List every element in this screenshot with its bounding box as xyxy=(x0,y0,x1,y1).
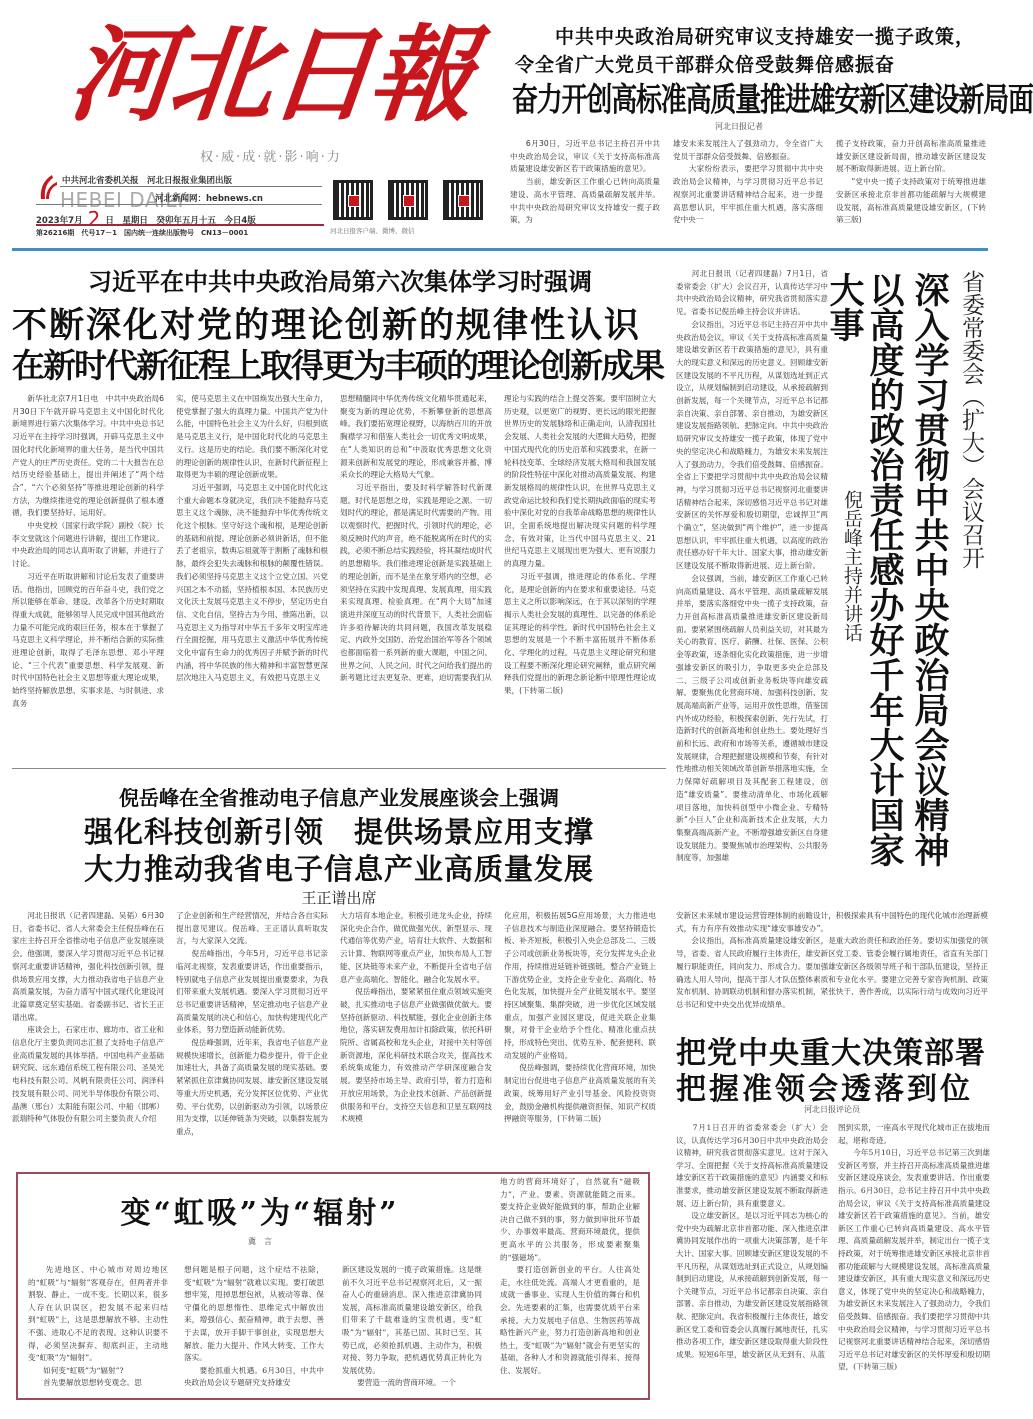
top-story-column-2: 雄安未来发展注入了强劲动力，令全省广大党员干部群众倍受鼓舞、倍感振奋。 大家纷纷表示，要把学习贯彻中共中央政治局会议精神，与学习贯彻习近平总书记视察河北重要讲话精神结合起来，进一步提高思想认识，牢牢抓住重大机遇，落实落细党中央一 xyxy=(673,139,823,225)
qr-code-app-icon[interactable] xyxy=(333,180,373,220)
lead-story-column-3: 思想精髓同中华优秀传统文化精华贯通起来，聚变为新的理论优势，不断攀登新的思想高峰。我们要拓宽理论视野，以海纳百川的开放胸襟学习和借鉴人类社会一切优秀文明成果，在“人类知识的总和”中汲取优秀思想文化资源来创新和发展党的理论，形成兼容并蓄、博采众长的理论大格局大气象。 习近平指出，要及时科学解答时代新课题。时代是思想之母，实践是理论之源。一切划时代的理论，都是满足时代需要的产物。用以观察时代、把握时代、引领时代的理论，必须反映时代的声音，绝不能脱离所在时代的实践，必须不断总结实践经验，将其凝结成时代的思想精华。我们推进理论创新是实践基础上的理论创新，而不是坐在象牙塔内的空想，必须坚持在实践中发现真理、发展真理，用实践来实现真理、检验真理。在“两个大局”加速演进并深度互动的时代背景下，人类社会面临许多亟待解决的共同问题，我国改革发展稳定、内政外交国防、治党治国治军等各个领域也都面临着一系列新的重大课题，中国之问、世界之问、人民之问、时代之问给我们提出的新考题比过去更复杂、更难，迫切需要我们从 xyxy=(340,394,492,683)
top-story-byline: 河北日报记者 xyxy=(715,122,763,131)
editorial-column-3: 新区建设发展的一揽子政策措施。这是继前不久习近平总书记视察河北后，又一振奋人心的重磅消息。深入推进京津冀协同发展，高标准高质量建设雄安新区，给我们带来了千载难逢的宝贵机遇。变“虹吸”为“辐射”，其基已固、其时已至、其势已成，必须抢抓机遇、主动作为，积极对接、努力争取，把机遇优势真正转化为发展优势。 要营造一流的营商环境。一个 xyxy=(342,1265,482,1388)
qr-code-weibo-icon[interactable] xyxy=(388,180,428,220)
top-story-headline[interactable]: 奋力开创高标准高质量推进雄安新区建设新局面 xyxy=(512,81,1033,119)
top-story-kicker-2: 令全省广大党员干部群众倍受鼓舞倍感振奋 xyxy=(515,54,896,76)
top-story-column-1: 6月30日，习近平总书记主持召开中共中央政治局会议，审议《关于支持高标准高质量建设雄安新区若干政策措施的意见》。 当前，雄安新区工作重心已转向高质量建设、高水平管理、高质量疏解发展并举。中共中央政治局研究审议支持雄安一揽子政策，为 xyxy=(510,139,660,225)
publisher-line: 中共河北省委机关报 河北日报报业集团出版 xyxy=(62,176,233,186)
issue-line: 第26216期 代号17－1 国内统一连续出版物号 CN13－0001 xyxy=(36,229,249,237)
editorial-column-2: 想问题是根子问题，这个症结不祛除，变“虹吸”为“辐射”就难以实现。要打破思想牢笼，甩掉思想包袱，从被动等靠、保守僵化的思想惰性、思维定式中解放出来，增强信心、振奋精神，敢于去想、善于去谋，放开手脚干事创业，实现思想大解放、能力大提升、作风大转变、工作大落实。 要抢抓重大机遇。6月30日，中共中央政治局会议专题研究支持雄安 xyxy=(184,1265,324,1388)
commentary-headline-2[interactable]: 把握准领会透落到位 xyxy=(676,1072,973,1107)
second-story-subhead: 王正谱出席 xyxy=(301,889,377,907)
lead-story-kicker: 习近平在中共中央政治局第六次集体学习时强调 xyxy=(88,267,592,296)
english-name: HEBEI DAILY xyxy=(60,188,188,212)
commentary-column-2: 图到实景，一座高水平现代化城市正在拔地而起，堪称奇迹。 今年5月10日，习近平总书记第三次到雄安新区考察，并主持召开高标准高质量推进雄安新区建设座谈会，发表重要讲话、作出重要指示。6月30日，总书记主持召开中共中央政治局会议，审议《关于支持高标准高质量建设雄安新区若干政策措施的意见》。当前，雄安新区工作重心已转向高质量建设、高水平管理、高质量疏解发展并举，制定出台一揽子支持政策，对于统筹推进雄安新区承接北京非首都功能疏解与大规模建设发展，高标准高质量建设雄安新区，具有重大现实意义和深远历史意义，体现了党中央的坚定决心和战略魄力，为雄安新区未来发展注入了强劲动力，令我们倍受鼓舞、倍感振奋。我们要把学习贯彻中共中央政治局会议精神，与学习贯彻习近平总书记视察河北重要讲话精神结合起来，深切感悟习近平总书记对雄安新区的关怀厚爱和殷切期望，(下转第三版) xyxy=(838,1123,990,1372)
second-story-kicker: 倪岳峰在全省推动电子信息产业发展座谈会上强调 xyxy=(119,786,559,810)
lead-story-column-4: 理论与实践的结合上提交答案。要牢固树立大历史观，以更宽广的视野、更长远的眼光把握世界历史的发展脉络和正确走向，认清我国社会发展、人类社会发展的大逻辑大趋势，把握中国式现代化的历史沿革和实践要求，在新一轮科技变革、全球经济发展大格局和我国发展的阶段性特征中深化对推动高质量发展、构建新发展格局的规律性认识，在世界马克思主义政党命运比较和我们党长期执政面临的现实考验中深化对党的自我革命战略思想的规律性认识，全面系统地提出解决现实问题的科学理念、有效对策，让当代中国马克思主义、21世纪马克思主义展现出更为强大、更有说服力的真理力量。 习近平强调，推进理论的体系化、学理化，是理论创新的内在要求和重要途径。马克思主义之所以影响深远，在于其以深刻的学理揭示人类社会发展的真理性、以完备的体系论证其理论的科学性。新时代中国特色社会主义思想的发展是一个不断丰富拓展并不断体系化、学理化的过程。马克思主义理论研究和建设工程要不断深化理论研究阐释，重点研究阐释我们党提出的新理念新论断中原理性理论成果，(下转第二版) xyxy=(504,394,656,696)
lead-story-column-2: 实，使马克思主义在中国焕发出强大生命力，使党掌握了强大的真理力量。中国共产党为什么能，中国特色社会主义为什么好，归根到底是马克思主义行，是中国化时代化的马克思主义行。这是历史的结论。我们要不断深化对党的理论创新的规律性认识，在新时代新征程上取得更为丰硕的理论创新成果。 习近平强调，马克思主义中国化时代化这个重大命题本身就决定，我们决不能抛弃马克思主义这个魂脉，决不能抛弃中华优秀传统文化这个根脉。坚守好这个魂和根，是理论创新的基础和前提。理论创新必须讲新话，但不能丢了老祖宗，数典忘祖就等于割断了魂脉和根脉，最终会犯失去魂脉和根脉的颠覆性错误。我们必须坚持马克思主义这个立党立国、兴党兴国之本不动摇，坚持植根本国、本民族历史文化沃土发展马克思主义不停步，坚定历史自信、文化自信，坚持古为今用、推陈出新，以马克思主义为指导对中华五千多年文明宝库进行全面挖掘，用马克思主义激活中华优秀传统文化中富有生命力的优秀因子并赋予新的时代内涵，将中华民族的伟大精神和丰富智慧更深层次地注入马克思主义，有效把马克思主义 xyxy=(176,394,328,683)
lead-story-column-1: 新华社北京7月1日电 中共中央政治局6月30日下午就开辟马克思主义中国化时代化新境界进行第六次集体学习。中共中央总书记习近平在主持学习时强调，开辟马克思主义中国化时代化新境界的重大任务，是当代中国共产党人的庄严历史责任。党的二十大报告在总结历史经验基础上，提出并阐述了“两个结合”、“六个必须坚持”等推进理论创新的科学方法，为继续推进党的理论创新提供了根本遵循，我们要坚持好、运用好。 中央党校（国家行政学院）副校（院）长李文堂就这个问题进行讲解，提出工作建议。中央政治局的同志认真听取了讲解，并进行了讨论。 习近平在听取讲解和讨论后发表了重要讲话。他指出，回顾党的百年奋斗史，我们党之所以能够在革命、建设、改革各个历史时期取得重大成就，能够领导人民完成中国其他政治力量不可能完成的艰巨任务，根本在于掌握了马克思主义科学理论，并不断结合新的实际推进理论创新，取得了毛泽东思想、邓小平理论、“三个代表”重要思想、科学发展观、新时代中国特色社会主义思想等重大理论成果，始终坚持解放思想、实事求是、与时俱进、求真务 xyxy=(12,394,164,708)
newspaper-logo: 河北日報 xyxy=(63,13,477,136)
editorial-headline[interactable]: 变“虹吸”为“辐射” xyxy=(120,1196,400,1231)
qr-code-wechat-icon[interactable] xyxy=(443,180,483,220)
lead-story-headline-2[interactable]: 在新时代新征程上取得更为丰硕的理论创新成果 xyxy=(12,346,663,385)
second-story-column-4: 化应用，积极拓展5G应用场景，大力推进电子信息技术与制造业深度融合。要坚持锻造长板、补齐短板，积极引入央企总部及二、三级子公司或创新业务板块等，充分发挥龙头企业作用，持续推进延链补链强链，整合产业链上下游优势企业，支持企业专业化、高端化、特色化发展，加快提升全产业链发展水平。要坚持区域聚集、集群突破，进一步优化区域发展重点，加强产业园区建设，促进关联企业集聚，对骨干企业给予个性化、精准化重点扶持，形成特色突出、优势互补、配套便利、联动发展的产业格局。 倪岳峰强调，要持续优化营商环境，加快制定出台促进电子信息产业高质量发展的有关政策，统筹用好产业引导基金、风险投资资金，鼓励金融机构提供融资担保、知识产权质押融资等服务，(下转第二版) xyxy=(504,911,656,1124)
right-story-column-wide: 安新区未来城市建设运营管理体制的前瞻设计，积极探索具有中国特色的现代化城市治理新模式，有力有序有效推动实现“雄安事雄安办”。 会议指出，高标准高质量建设雄安新区，是重大政治责任和政治任务。要切实加强党的领导，省委、省人民政府履行主体责任，雄安新区党工委、管委会履行属地责任，省直有关部门履行职能责任，同向发力、形成合力。要加强雄安新区各级领导班子和干部队伍建设，坚持正确选人用人导向，提高干部人才队伍整体素质和专业化水平。要建立完善专家咨询机制、政策发布机制、协调联动机制和督办落实机制，紧张快干、善作善成，以实际行动与成效向习近平总书记和党中央交出优异成绩单。 xyxy=(676,911,988,1009)
date-suffix: 日 星期日 癸卯年五月十五 今日4版 xyxy=(105,216,256,226)
qr-caption: 河北日报客户端、微博、微信 xyxy=(330,227,415,235)
second-story-column-2: 了企业创新和生产经营情况，并结合各自实际提出意见建议。倪岳峰、王正谱认真听取发言，与大家深入交流。 倪岳峰指出，今年5月，习近平总书记亲临河北视察，发表重要讲话，作出重要指示，特别就电子信息产业发展提出重要要求，为我们带来重大发展机遇。要深入学习贯彻习近平总书记重要讲话精神，坚定推动电子信息产业高质量发展的决心和信心，加快构建现代化产业体系，努力塑造新动能新优势。 倪岳峰强调，近年来，我省电子信息产业规模快速增长，创新能力稳步提升，骨干企业加速壮大，具备了高质量发展的现实基础。要紧紧抓住京津冀协同发展、雄安新区建设发展等重大历史机遇，充分发挥区位优势、产业优势、平台优势，以创新驱动为引领，以场景应用为支撑，以延伸链条为突破，以集群发展为重点， xyxy=(176,911,328,1136)
right-story-column: 河北日报讯（记者四建磊）7月1日，省委常委会（扩大）会议召开，认真传达学习中共中央政治局会议精神，研究我省贯彻落实意见。省委书记倪岳峰主持会议并讲话。 会议指出，习近平总书记主持召开中共中央政治局会议，审议《关于支持高标准高质量建设雄安新区若干政策措施的意见》，具有重大的现实意义和深远的历史意义。回顾雄安新区建设发展的不平凡历程，从谋划选址到正式设立，从规划编制到启动建设，从承接疏解到创新发展，每一个关键节点，习近平总书记都亲自决策、亲自部署、亲自推动，为雄安新区建设发展指路领航、把脉定向。中共中央政治局研究审议支持雄安一揽子政策，体现了党中央的坚定决心和战略魄力，为雄安未来发展注入了强劲动力，令我们倍受鼓舞、倍感振奋。全省上下要把学习贯彻中共中央政治局会议精神，与学习贯彻习近平总书记视察河北重要讲话精神结合起来，深切感悟习近平总书记对雄安新区的关怀厚爱和殷切期望，忠诚捍卫“两个确立”，坚决做到“两个维护”，进一步提高思想认识，牢牢抓住重大机遇，以高度的政治责任感办好千年大计、国家大事，推动雄安新区建设发展不断取得新进展、迈上新台阶。 会议强调，当前，雄安新区工作重心已转向高质量建设、高水平管理、高质量疏解发展并举，要落实落细党中央一揽子支持政策，奋力开创高标准高质量推进雄安新区建设新局面。要紧紧围绕疏解人员利益关切，对其最为关心的教育、医疗、薪酬、社保、医保、公积金等政策，逐条细化实化政策措施，进一步增强雄安新区的吸引力，争取更多央企总部及二、三级子公司或创新业务板块等向雄安疏解。要聚焦优化营商环境、加强科技创新、发展高端高新产业等，运用开放性思维，借鉴国内外成功经验，积极探索创新、先行先试，打造新时代的创新高地和创业热土。要处理好当前和长远、政府和市场等关系，遵循城市建设发展规律，合理把握建设规模和节奏，有针对性地推动相关领域改革创新举措落地实施，全力保障好疏解项目及其配套工程建设，创造“雄安质量”。要推动清单化、市场化疏解项目落地，加快科创型中小微企业、专精特新“小巨人”企业和高新技术企业发展，大力集聚高端高新产业，不断增强雄安新区自身建设发展能力。要聚焦城市治理架构、公共服务制度等，加强雄 xyxy=(676,269,828,863)
right-story-kicker: 省委常委会（扩大）会议召开 xyxy=(958,270,984,569)
second-story-column-3: 大力培育本地企业，积极引进龙头企业，持续深化央企合作，做优做强光伏、新型显示、现代通信等优势产业，培育壮大软件、大数据和云计算、物联网等重点产业，加快布局人工智能、区块链等未来产业，不断提升全省电子信息产业高端化、智能化、融合化发展水平。 倪岳峰指出，要紧紧扭住重点领域实施突破，扎实推动电子信息产业做强做优做大。要坚持创新驱动、科技赋能，强化企业创新主体地位，落实研发费用加计扣除政策，依托科研院所、省属高校和龙头企业，对接中关村等创新资源地，深化科研技术联合攻关，提高技术系统集成能力，有效推动产学研深度融合发展。要坚持市场主导、政府引导，着力打造和开放应用场景，为企业技术创新、产品创新提供服务和平台，支持空天信息和卫星互联网技术规模 xyxy=(340,911,492,1124)
commentary-headline-1[interactable]: 把党中央重大决策部署 xyxy=(676,1036,986,1071)
date-prefix: 2023年7月 xyxy=(36,216,83,226)
lead-story-headline-1[interactable]: 不断深化对党的理论创新的规律性认识 xyxy=(12,306,642,346)
commentary-byline: 河北日报评论员 xyxy=(804,1105,860,1114)
commentary-column-1: 7月1日召开的省委常委会（扩大）会议，认真传达学习6月30日中共中央政治局会议精神，研究我省贯彻落实意见。这对于深入学习、全面把握《关于支持高标准高质量建设雄安新区若干政策措施的意见》内涵要义和标准要求，推动雄安新区建设发展不断取得新进展、迈上新台阶，具有重要意义。 设立雄安新区，是以习近平同志为核心的党中央为疏解北京非首都功能、深入推进京津冀协同发展作出的一项重大决策部署，是千年大计、国家大事。回顾雄安新区建设发展的不平凡历程，从谋划选址到正式设立，从规划编制到启动建设，从承接疏解到创新发展，每一个关键节点，习近平总书记都亲自决策、亲自部署、亲自推动，为雄安新区建设发展指路领航、把脉定向。我省积极履行主体责任，雄安新区党工委和管委会认真履行属地责任，扎实推动各项工作，雄安新区建设取得重大阶段性成果。短短6年里，雄安新区从无到有、从蓝 xyxy=(676,1123,828,1359)
top-story-column-3: 揽子支持政策，奋力开创高标准高质量推进雄安新区建设新局面，推动雄安新区建设发展不断取得新进展、迈上新台阶。 “党中央一揽子支持政策对于统筹推进雄安新区承接北京非首都功能疏解与大规模建设发展，高标准高质量建设雄安新区，(下转第三版) xyxy=(836,139,986,225)
editorial-column-1: 先进地区、中心城市对周边地区的“虹吸”与“辐射”客观存在，但两者并非割裂、静止、一成不变。长期以来，很多人存在认识误区，把发展不起来归结到“虹吸”上，这是思想解放不够、主动性不强、进取心不足的表现。这种认识要不得，必须坚决摒弃、彻底纠正，主动地变“虹吸”为“辐射”。 如何变“虹吸”为“辐射”? 首先要解放思想转变观念。思 xyxy=(28,1265,168,1388)
right-story-headline-col2[interactable]: 以高度的政治责任感办好千年大计国家大事 xyxy=(824,272,904,867)
right-story-headline-col1[interactable]: 深入学习贯彻中共中央政治局会议精神 xyxy=(909,272,949,867)
second-story-column-1: 河北日报讯（记者四建磊、吴韬）6月30日，省委书记、省人大常委会主任倪岳峰在石家庄主持召开全省推动电子信息产业发展座谈会。他强调，要深入学习贯彻习近平总书记视察河北重要讲话精神，强化科技创新引领，提供场景应用支撑，大力推动我省电子信息产业高质量发展，为奋力谱写中国式现代化建设河北篇章奠定坚实基础。省委副书记、省长王正谱出席。 座谈会上，石家庄市、廊坊市、省工业和信息化厅主要负责同志汇报了支持电子信息产业高质量发展的具体举措。中国电科产业基础研究院、远东通信系统工程有限公司、圣昊光电科技有限公司、风帆有限责任公司、润泽科技发展有限公司、同光半导体股份有限公司、晶澳（邢台）太阳能有限公司、中船（邯郸）派瑞特种气体股份有限公司主要负责人介绍 xyxy=(12,911,164,1124)
editorial-column-4: 地方的营商环境好了，自然就有“磁吸力”，产业、要素、资源就能随之而来。要支持企业做好能做到的事，帮助企业解决自己做不到的事，努力做到审批环节最少、办事效率最高、营商环境最优，提供更高水平的公共服务，形成要素聚集的“强磁场”。 要打造创新创业的平台。人往高处走，水往低处流。高端人才更看重的，是成就一番事业、实现人生价值的舞台和机会。先进要素的汇集，也需要优质平台来承接。大力发展电子信息、生物医药等战略性新兴产业，努力打造创新高地和创业热土，变“虹吸”为“辐射”就会有更坚实的基础，各种人才和资源就能引得来、接得住、发展好。 xyxy=(500,1177,640,1375)
hebei-daily-emblem-icon xyxy=(38,172,58,200)
editorial-byline: 冀 言 xyxy=(248,1237,272,1246)
slogan: 权·威·成·就·影·响·力 xyxy=(200,150,342,165)
website-link[interactable]: 河北新闻网：hebnews.cn xyxy=(155,194,263,204)
second-story-headline-1[interactable]: 强化科技创新引领 提供场景应用支撑 xyxy=(83,815,594,849)
right-story-subhead: 倪岳峰主持并讲话 xyxy=(841,490,863,642)
date-day: 2 xyxy=(87,207,101,231)
second-story-headline-2[interactable]: 大力推动我省电子信息产业高质量发展 xyxy=(83,852,594,886)
top-story-kicker-1: 中共中央政治局研究审议支持雄安一揽子政策， xyxy=(555,26,976,48)
